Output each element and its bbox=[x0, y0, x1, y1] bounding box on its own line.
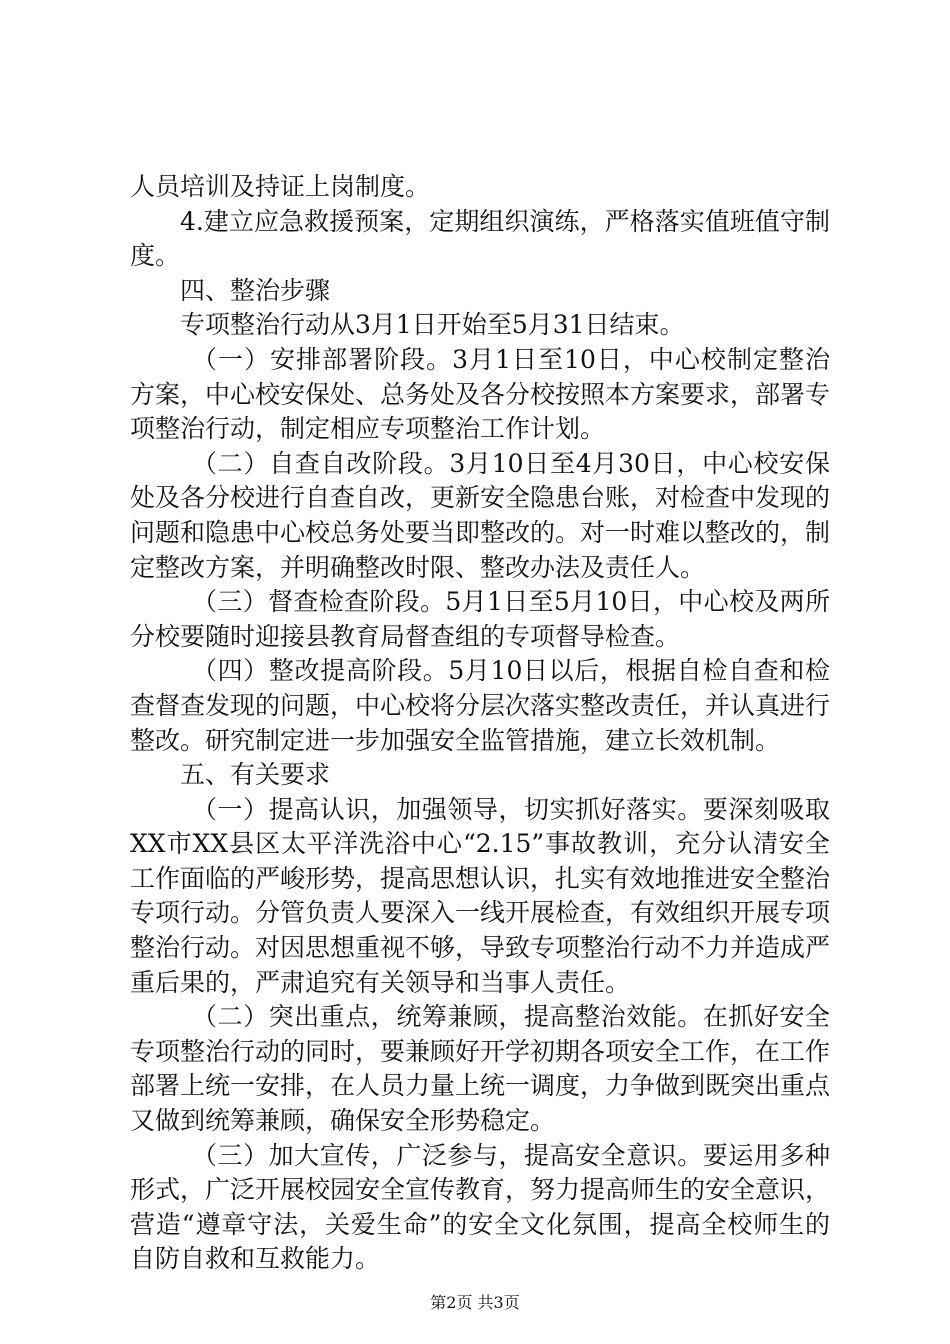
paragraph: （一）安排部署阶段。3月1日至10日，中心校制定整治方案，中心校安保处、总务处及各分校按照本方案要求，部署专项整治行动，制定相应专项整治工作计划。 bbox=[130, 344, 831, 444]
paragraph: 4.建立应急救援预案，定期组织演练，严格落实值班值守制度。 bbox=[130, 206, 830, 271]
section-heading: 五、有关要求 bbox=[180, 760, 331, 790]
page-footer bbox=[0, 1290, 950, 1313]
paragraph: （三）加大宣传，广泛参与，提高安全意识。要运用多种形式，广泛开展校园安全宣传教育，努力提高师生的安全意识，营造“遵章守法，关爱生命”的安全文化氛围，提高全校师生的自防自救和互救能力。 bbox=[130, 1140, 831, 1274]
paragraph: 人员培训及持证上岗制度。 bbox=[130, 172, 431, 201]
paragraph: （一）提高认识，加强领导，切实抓好落实。要深刻吸取XX市XX县区太平洋洗浴中心“2.15”事故教训，充分认清安全工作面临的严峻形势，提高思想认识，扎实有效地推进安全整治专项行动。分管负责人要深入一线开展检查，有效组织开展专项整治行动。对因思想重视不够，导致专项整治行动不力并造成严重后果的，严肃追究有关领导和当事人责任。 bbox=[130, 794, 831, 997]
paragraph: 专项整治行动从3月1日开始至5月31日结束。 bbox=[180, 310, 685, 340]
paragraph: （四）整改提高阶段。5月10日以后，根据自检自查和检查督查发现的问题，中心校将分层次落实整改责任，并认真进行整改。研究制定进一步加强安全监管措施，建立长效机制。 bbox=[130, 656, 831, 755]
paragraph: （三）督查检查阶段。5月1日至5月10日，中心校及两所分校要随时迎接县教育局督查组的专项督导检查。 bbox=[130, 587, 830, 651]
paragraph: （二）突出重点，统筹兼顾，提高整治效能。在抓好安全专项整治行动的同时，要兼顾好开学初期各项安全工作，在工作部署上统一安排，在人员力量上统一调度，力争做到既突出重点又做到统筹兼顾，确保安全形势稳定。 bbox=[130, 1002, 831, 1136]
document-body bbox=[130, 170, 830, 1277]
paragraph: （二）自查自改阶段。3月10日至4月30日，中心校安保处及各分校进行自查自改，更新安全隐患台账，对检查中发现的问题和隐患中心校总务处要当即整改的。对一时难以整改的，制定整改方案，并明确整改时限、整改办法及责任人。 bbox=[130, 448, 831, 582]
page-number-label: 第2页 共3页 bbox=[430, 1293, 520, 1312]
section-heading: 四、整治步骤 bbox=[180, 275, 331, 305]
